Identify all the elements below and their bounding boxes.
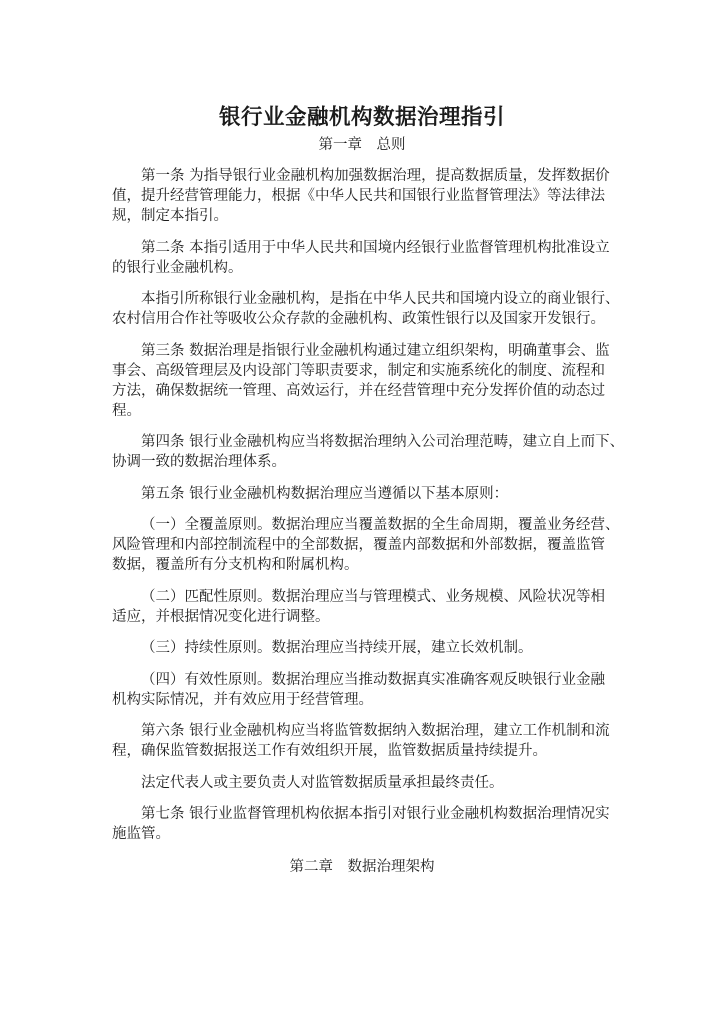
article-3-paragraph [112,341,627,421]
paragraph-line: 第三条 数据治理是指银行业金融机构通过建立组织架构，明确董事会、监 [141,342,610,359]
paragraph-line: 施监管。 [112,826,170,842]
paragraph-line: 方法，确保数据统一管理、高效运行，并在经营管理中充分发挥价值的动态过 [112,382,605,399]
paragraph-line: 第一条 为指导银行业金融机构加强数据治理，提高数据质量，发挥数据价 [141,168,610,184]
paragraph-line: 程。 [112,402,141,419]
paragraph-line: （二）匹配性原则。数据治理应当与管理模式、业务规模、风险状况等相 [141,588,605,605]
chapter-1-heading: 第一章 总则 [318,137,406,153]
article-4-paragraph [112,432,627,472]
paragraph-line: 第二条 本指引适用于中华人民共和国境内经银行业监督管理机构批准设立 [141,239,610,256]
paragraph-line: 机构实际情况，并有效应用于经营管理。 [112,691,373,708]
article-7-paragraph [112,804,627,844]
paragraph-line: 数据，覆盖所有分支机构和附属机构。 [112,557,359,573]
article-2-definition-paragraph [112,289,627,329]
paragraph-line: 法定代表人或主要负责人对监管数据质量承担最终责任。 [141,774,504,791]
article-1-paragraph [112,166,627,226]
article-6-paragraph [112,721,627,761]
paragraph-line: 第六条 银行业金融机构应当将监管数据纳入数据治理，建立工作机制和流 [141,723,610,739]
principle-2-paragraph [112,587,627,627]
paragraph-line: 第五条 银行业金融机构数据治理应当遵循以下基本原则： [141,485,509,502]
paragraph-line: （三）持续性原则。数据治理应当持续开展，建立长效机制。 [141,640,533,656]
paragraph-line: 值，提升经营管理能力，根据《中华人民共和国银行业监督管理法》等法律法 [112,188,605,204]
document-body [112,166,627,856]
article-5-paragraph [112,484,627,504]
paragraph-line: 程，确保监管数据报送工作有效组织开展，监管数据质量持续提升。 [112,743,547,759]
document-title: 银行业金融机构数据治理指引 [218,105,505,130]
principle-3-paragraph [112,638,627,658]
paragraph-line: 本指引所称银行业金融机构，是指在中华人民共和国境内设立的商业银行、 [141,291,620,307]
paragraph-line: 事会、高级管理层及内设部门等职责要求，制定和实施系统化的制度、流程和 [112,362,605,379]
paragraph-line: 适应，并根据情况变化进行调整。 [112,608,330,625]
paragraph-line: 风险管理和内部控制流程中的全部数据，覆盖内部数据和外部数据，覆盖监管 [112,537,605,553]
paragraph-line: 第七条 银行业监督管理机构依据本指引对银行业金融机构数据治理情况实 [141,806,610,822]
principle-4-paragraph [112,670,627,710]
paragraph-line: 的银行业金融机构。 [112,259,243,276]
paragraph-line: 第四条 银行业金融机构应当将数据治理纳入公司治理范畴，建立自上而下、 [141,434,625,450]
article-6-responsibility-paragraph [112,773,627,793]
paragraph-line: （一）全覆盖原则。数据治理应当覆盖数据的全生命周期，覆盖业务经营、 [141,517,620,533]
article-2-paragraph [112,238,627,278]
paragraph-line: 规，制定本指引。 [112,208,228,224]
principle-1-paragraph [112,515,627,575]
chapter-2-heading: 第二章 数据治理架构 [289,859,435,875]
paragraph-line: （四）有效性原则。数据治理应当推动数据真实准确客观反映银行业金融 [141,671,605,688]
paragraph-line: 协调一致的数据治理体系。 [112,454,286,470]
paragraph-line: 农村信用合作社等吸收公众存款的金融机构、政策性银行以及国家开发银行。 [112,311,605,327]
